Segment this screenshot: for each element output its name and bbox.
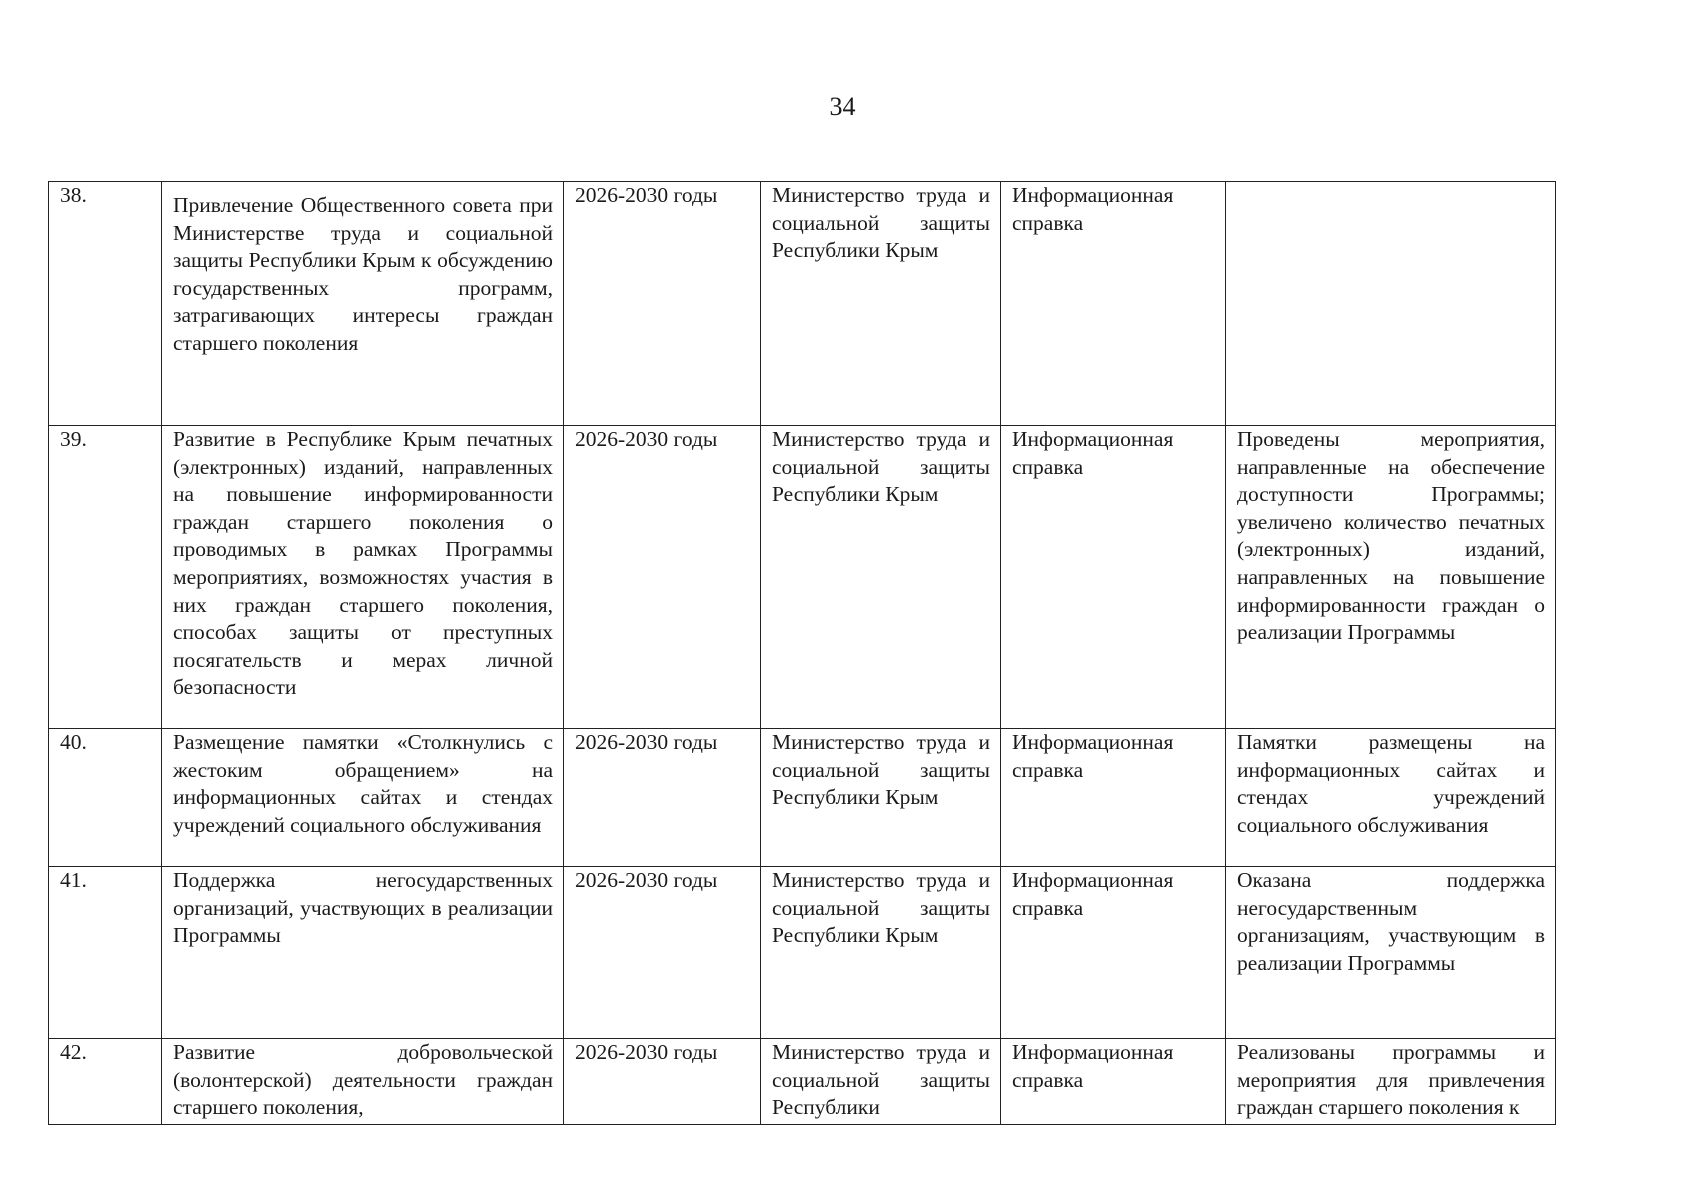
table-row bbox=[49, 426, 1556, 729]
measure-description: Поддержка негосударственных организаций, участвующих в реализации Программы bbox=[162, 867, 564, 1039]
implementation-period: 2026-2030 годы bbox=[564, 867, 761, 1039]
table-row bbox=[49, 182, 1556, 426]
measure-description: Привлечение Общественного совета при Министерстве труда и социальной защиты Республики Крым к обсуждению государственных программ, затрагивающих интересы граждан старшего поколения bbox=[162, 182, 564, 426]
implementation-period: 2026-2030 годы bbox=[564, 1039, 761, 1125]
expected-result bbox=[1226, 182, 1556, 426]
report-form: Информационная справка bbox=[1001, 729, 1226, 867]
implementation-period: 2026-2030 годы bbox=[564, 182, 761, 426]
implementation-period: 2026-2030 годы bbox=[564, 426, 761, 729]
expected-result: Памятки размещены на информационных сайтах и стендах учреждений социального обслуживания bbox=[1226, 729, 1556, 867]
row-number: 39. bbox=[49, 426, 162, 729]
report-form: Информационная справка bbox=[1001, 426, 1226, 729]
measure-description: Развитие добровольческой (волонтерской) деятельности граждан старшего поколения, bbox=[162, 1039, 564, 1125]
expected-result: Оказана поддержка негосударственным организациям, участвующим в реализации Программы bbox=[1226, 867, 1556, 1039]
table-row bbox=[49, 867, 1556, 1039]
measure-description: Размещение памятки «Столкнулись с жестоким обращением» на информационных сайтах и стендах учреждений социального обслуживания bbox=[162, 729, 564, 867]
measure-description: Развитие в Республике Крым печатных (электронных) изданий, направленных на повышение информированности граждан старшего поколения о проводимых в рамках Программы мероприятиях, возможностях участия в них граждан старшего поколения, способах защиты от преступных посягательств и мерах личной безопасности bbox=[162, 426, 564, 729]
responsible-executor: Министерство труда и социальной защиты Республики bbox=[761, 1039, 1001, 1125]
responsible-executor: Министерство труда и социальной защиты Республики Крым bbox=[761, 182, 1001, 426]
table-row bbox=[49, 729, 1556, 867]
row-number: 41. bbox=[49, 867, 162, 1039]
row-number: 42. bbox=[49, 1039, 162, 1125]
row-number: 38. bbox=[49, 182, 162, 426]
responsible-executor: Министерство труда и социальной защиты Республики Крым bbox=[761, 729, 1001, 867]
report-form: Информационная справка bbox=[1001, 182, 1226, 426]
table-row bbox=[49, 1039, 1556, 1125]
expected-result: Проведены мероприятия, направленные на обеспечение доступности Программы; увеличено количество печатных (электронных) изданий, направленных на повышение информированности граждан о реализации Программы bbox=[1226, 426, 1556, 729]
measures-table bbox=[48, 181, 1556, 1125]
row-number: 40. bbox=[49, 729, 162, 867]
page-number: 34 bbox=[829, 92, 856, 121]
report-form: Информационная справка bbox=[1001, 867, 1226, 1039]
responsible-executor: Министерство труда и социальной защиты Республики Крым bbox=[761, 426, 1001, 729]
report-form: Информационная справка bbox=[1001, 1039, 1226, 1125]
implementation-period: 2026-2030 годы bbox=[564, 729, 761, 867]
responsible-executor: Министерство труда и социальной защиты Республики Крым bbox=[761, 867, 1001, 1039]
expected-result: Реализованы программы и мероприятия для привлечения граждан старшего поколения к bbox=[1226, 1039, 1556, 1125]
